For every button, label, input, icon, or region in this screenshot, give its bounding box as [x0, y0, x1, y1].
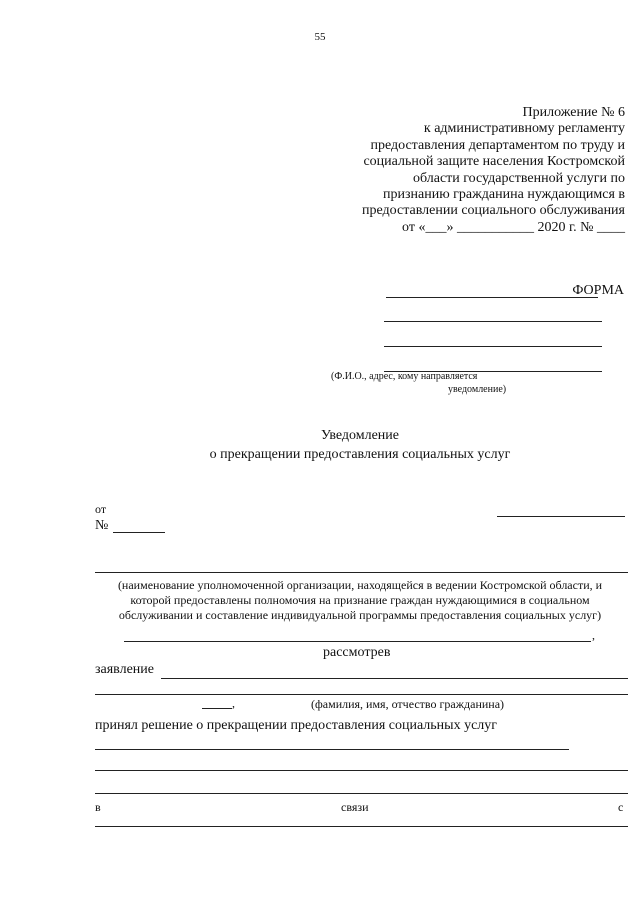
appendix-line: признанию гражданина нуждающимся в [383, 187, 625, 203]
organization-note [92, 578, 628, 623]
number-label: № [95, 518, 109, 533]
appendix-date-line: от «___» ___________ 2020 г. № ____ [402, 219, 625, 235]
citizen-caption: (фамилия, имя, отчество гражданина) [311, 697, 505, 711]
recipient-caption-line2: уведомление) [448, 384, 507, 395]
organization-note-line: которой предоставлены полномочия на признание граждан нуждающимися в социальном [130, 593, 590, 607]
page-number: 55 [314, 31, 326, 43]
application-line[interactable] [161, 678, 628, 679]
appendix-header [265, 105, 625, 236]
organization-continuation-line[interactable] [124, 641, 591, 642]
recipient-line-3[interactable] [384, 346, 602, 347]
organization-line[interactable] [95, 572, 628, 573]
document-subtitle: о прекращении предоставления социальных услуг [209, 447, 511, 462]
appendix-line: к административному регламенту [423, 121, 625, 137]
number-line[interactable] [113, 532, 165, 533]
organization-note-line: обслуживании и составление индивидуальной программы предоставления социальных услуг) [118, 608, 602, 622]
appendix-line: Приложение № 6 [522, 105, 625, 120]
appendix-line: области государственной услуги по [412, 170, 625, 186]
recipient-caption-line1: (Ф.И.О., адрес, кому направляется [331, 371, 478, 382]
form-label: ФОРМА [572, 283, 624, 298]
comma: , [592, 628, 595, 642]
considered-label: рассмотрев [323, 645, 391, 660]
recipient-line-1[interactable] [386, 297, 598, 298]
appendix-line: предоставления департаментом по труду и [370, 137, 625, 153]
connection-label: связи [341, 800, 369, 814]
appendix-line: предоставлении социального обслуживания [362, 203, 625, 219]
comma-2: , [232, 696, 235, 710]
application-label: заявление [95, 662, 155, 677]
decision-line-2[interactable] [95, 770, 628, 771]
with-label: с [618, 800, 624, 814]
document-title: Уведомление [320, 428, 399, 443]
organization-note-line: (наименование уполномоченной организации, находящейся в ведении Костромской области, и [117, 578, 603, 592]
in-label: в [95, 800, 101, 814]
recipient-line-2[interactable] [384, 321, 602, 322]
application-line-2[interactable] [95, 694, 628, 695]
appendix-line: социальной защите населения Костромской [363, 154, 625, 170]
from-date-line[interactable] [497, 516, 625, 517]
from-label: от [95, 502, 107, 516]
decision-text: принял решение о прекращении предоставления социальных услуг [95, 718, 498, 733]
decision-line-1[interactable] [95, 749, 569, 750]
decision-line-3[interactable] [95, 793, 628, 794]
reason-line[interactable] [95, 826, 628, 827]
citizen-short-line[interactable] [202, 708, 232, 709]
